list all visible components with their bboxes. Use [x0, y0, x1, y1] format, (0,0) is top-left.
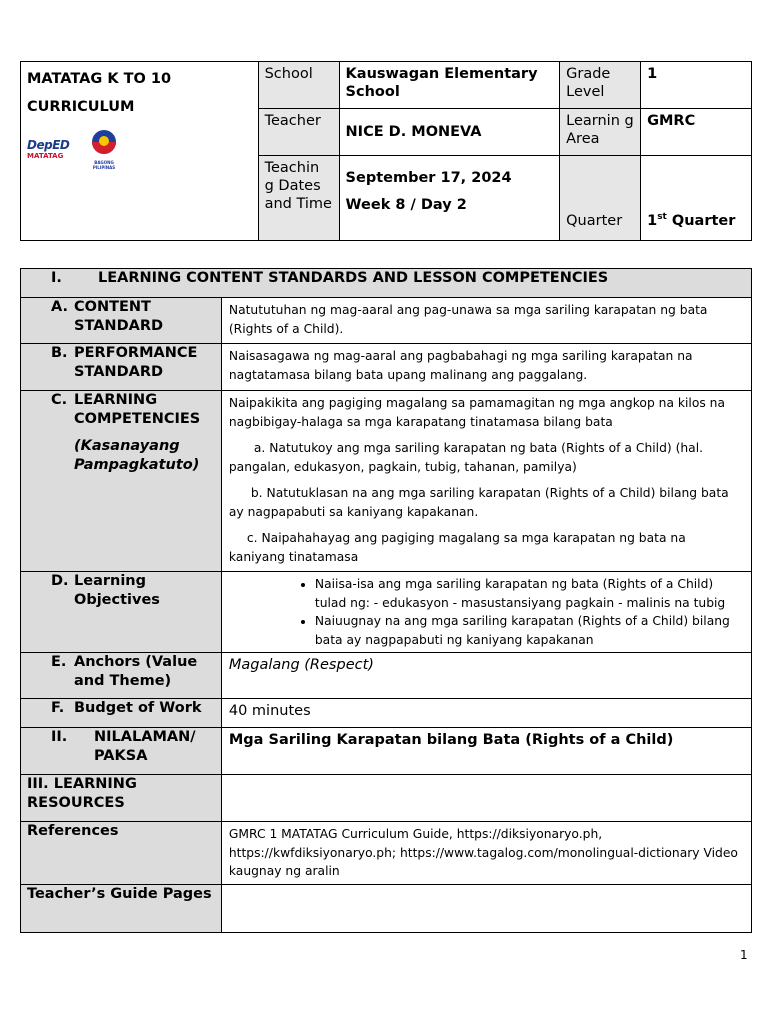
learning-competencies-letter: C.	[51, 392, 68, 408]
learning-competencies-text: LEARNING COMPETENCIES	[74, 392, 201, 427]
references-label	[21, 822, 222, 885]
content-standard-value: Natututuhan ng mag-aaral ang pag-unawa sa mga sariling karapatan ng bata (Rights of a Child).	[221, 298, 751, 344]
objectives-list	[222, 575, 744, 649]
competency-c: c. Naipahahayag ang pagiging magalang sa mga karapatan ng bata na kaniyang tinatamasa	[228, 531, 686, 564]
teachers-guide-text: Teacher’s Guide Pages	[27, 885, 212, 902]
grade-level-value: 1	[641, 62, 752, 109]
performance-standard-text: PERFORMANCE STANDARD	[74, 345, 198, 380]
quarter-ordinal: st	[657, 212, 667, 223]
learning-objectives-label	[21, 572, 222, 653]
content-standard-letter: A.	[51, 299, 68, 315]
school-value: Kauswagan Elementary School	[339, 62, 560, 109]
content-standard-text: CONTENT STANDARD	[74, 299, 164, 334]
budget-of-work-letter: F.	[51, 700, 65, 716]
curriculum-cell	[21, 62, 259, 241]
references-value: GMRC 1 MATATAG Curriculum Guide, https://diksiyonaryo.ph, https://kwfdiksiyonaryo.ph; https://www.tagalog.com/monolingual-dictionary Video kaugnay ng aralin	[221, 822, 751, 885]
objective-item: • Naiisa-isa ang mga sariling karapatan ng bata (Rights of a Child) tulad ng: - edukasyon - masustansiyang pagkain - malinis na tubig	[315, 575, 744, 612]
learning-area-value: GMRC	[641, 109, 752, 156]
teaching-dates-label: Teachin g Dates and Time	[258, 156, 339, 241]
section-1-number: I.	[51, 270, 62, 286]
teachers-guide-label	[21, 884, 222, 932]
curriculum-title-2: CURRICULUM	[27, 99, 135, 115]
competency-intro: Naipakikita ang pagiging magalang sa pamamagitan ng mga angkop na kilos na nagbibigay-halaga sa mga karapatang tinatamasa bilang bata	[228, 396, 726, 429]
content-standard-label	[21, 298, 222, 344]
date-text: September 17, 2024	[345, 170, 512, 186]
anchors-text: Anchors (Value and Theme)	[74, 654, 198, 689]
teaching-dates-value	[339, 156, 560, 241]
bagong-pilipinas-emblem-icon	[89, 129, 119, 155]
quarter-word: Quarter	[666, 213, 736, 229]
lesson-plan-table	[20, 268, 752, 933]
teacher-value: NICE D. MONEVA	[339, 109, 560, 156]
anchors-value: Magalang (Respect)	[221, 653, 751, 699]
teachers-guide-value	[221, 884, 751, 932]
anchors-label	[21, 653, 222, 699]
header-table	[20, 61, 752, 241]
performance-standard-label	[21, 344, 222, 391]
budget-of-work-value: 40 minutes	[221, 699, 751, 728]
learning-area-label: Learnin g Area	[560, 109, 641, 156]
teacher-label: Teacher	[258, 109, 339, 156]
competency-a: a. Natutukoy ang mga sariling karapatan ng bata (Rights of a Child) (hal. pangalan, edukasyon, pagkain, tubig, tahanan, pamilya)	[228, 441, 704, 474]
learning-competencies-value	[221, 391, 751, 572]
anchors-letter: E.	[51, 654, 67, 670]
learning-objectives-value	[221, 572, 751, 653]
school-label: School	[258, 62, 339, 109]
budget-of-work-text: Budget of Work	[74, 700, 202, 716]
bagong-pilipinas-text: BAGONG PILIPINAS	[92, 160, 116, 170]
matatag-logo-text: MATATAG	[27, 152, 64, 160]
competency-b: b. Natutuklasan na ang mga sariling karapatan (Rights of a Child) bilang bata ay nagpapabuti sa kaniyang kapakanan.	[228, 486, 729, 519]
objective-item: • Naiuugnay na ang mga sariling karapatan (Rights of a Child) bilang bata ay nagpapabuti ng kaniyang kapakanan	[315, 612, 744, 649]
page-number: 1	[740, 948, 748, 962]
references-text: References	[27, 823, 119, 839]
performance-standard-value: Naisasagawa ng mag-aaral ang pagbabahagi ng mga sariling karapatan na nagtatamasa bilang bata upang malinang ang paggalang.	[221, 344, 751, 391]
section-1-title: LEARNING CONTENT STANDARDS AND LESSON COMPETENCIES	[98, 270, 609, 286]
learning-resources-value	[221, 775, 751, 822]
deped-logo	[27, 129, 252, 170]
budget-of-work-label	[21, 699, 222, 728]
quarter-value	[641, 156, 752, 241]
nilalaman-number: II.	[51, 729, 68, 745]
curriculum-title-1: MATATAG K TO 10	[27, 71, 172, 87]
performance-standard-letter: B.	[51, 345, 68, 361]
quarter-label: Quarter	[560, 156, 641, 241]
quarter-number: 1	[647, 213, 658, 229]
nilalaman-label	[21, 728, 222, 775]
learning-objectives-letter: D.	[51, 573, 69, 589]
learning-resources-label	[21, 775, 222, 822]
nilalaman-value: Mga Sariling Karapatan bilang Bata (Rights of a Child)	[221, 728, 751, 775]
learning-competencies-label	[21, 391, 222, 572]
grade-level-label: Grade Level	[560, 62, 641, 109]
week-text: Week 8 / Day 2	[345, 197, 467, 213]
nilalaman-text: NILALAMAN/ PAKSA	[94, 729, 196, 764]
deped-logo-text: DepED	[27, 138, 70, 152]
section-1-header	[21, 269, 752, 298]
learning-resources-text: III. LEARNING RESOURCES	[27, 776, 137, 811]
learning-objectives-text: Learning Objectives	[74, 573, 160, 608]
learning-competencies-sublabel: (Kasanayang Pampagkatuto)	[74, 438, 200, 473]
